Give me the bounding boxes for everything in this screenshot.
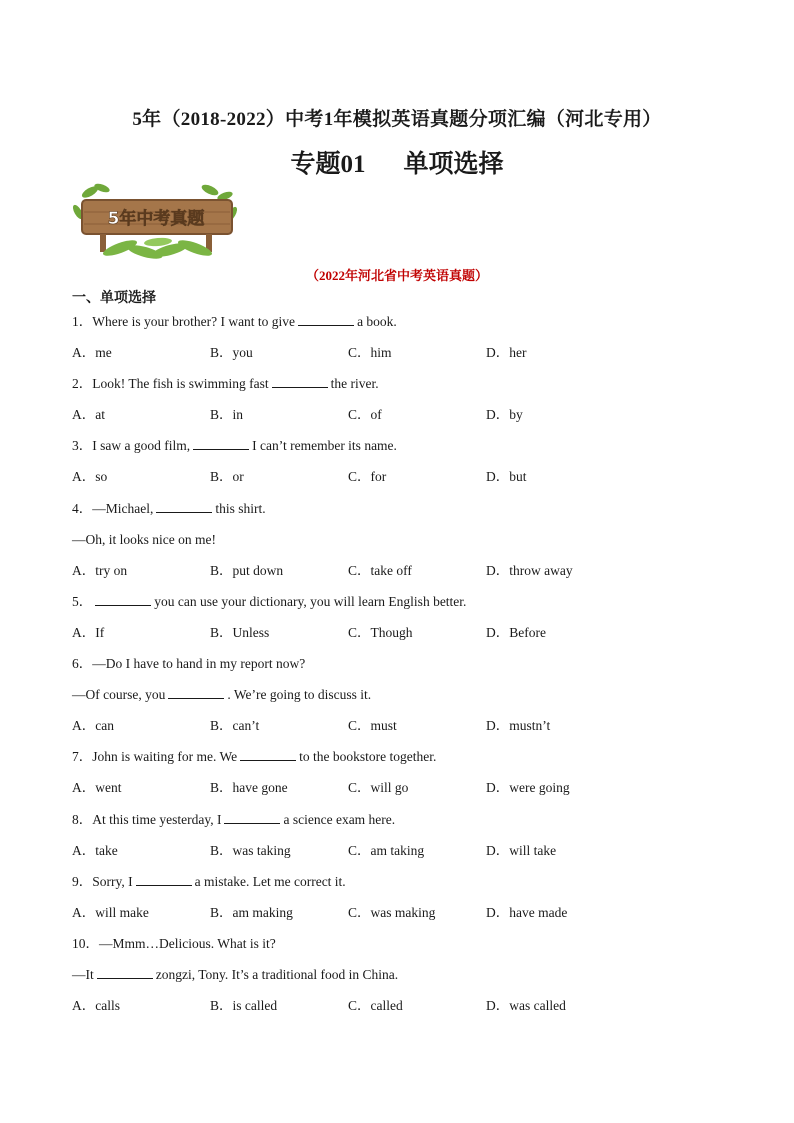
question-3-stem: 3．I saw a good film, I can’t remember its name. [72,430,752,461]
option-a: A．take [72,842,118,858]
option-c: C．called [348,998,403,1014]
option-b: B．or [210,469,244,485]
answer-blank [193,435,249,450]
question-7-stem: 7．John is waiting for me. We to the bookstore together. [72,741,752,772]
exam-source-label: （2022年河北省中考英语真题） [305,268,488,283]
question-list [72,306,752,1021]
question-2-stem: 2．Look! The fish is swimming fast the river. [72,368,752,399]
option-a: A．calls [72,998,120,1014]
option-d: D．have made [486,904,568,920]
option-d: D．Before [486,624,546,640]
option-c: C．him [348,345,392,361]
question-8-options [72,835,752,866]
option-c: C．was making [348,904,436,920]
answer-blank [224,809,280,824]
question-6-reply: —Of course, you . We’re going to discuss it. [72,679,752,710]
option-d: D．were going [486,780,570,796]
option-d: D．her [486,345,527,361]
question-5-options [72,617,752,648]
option-b: B．is called [210,998,278,1014]
question-10-stem: 10．—Mmm…Delicious. What is it? [72,935,276,951]
question-8-stem: 8．At this time yesterday, I a science exam here. [72,804,752,835]
question-1-options [72,337,752,368]
option-a: A．me [72,345,112,361]
document-title: 5年（2018-2022）中考1年模拟英语真题分项汇编（河北专用） [132,109,662,130]
option-d: D．was called [486,998,566,1014]
option-b: B．was taking [210,842,291,858]
option-b: B．am making [210,904,293,920]
answer-blank [240,746,296,761]
option-a: A．went [72,780,122,796]
option-c: C．of [348,407,382,423]
question-4-options [72,555,752,586]
answer-blank [136,871,192,886]
question-6-options [72,710,752,741]
question-10-options [72,990,752,1021]
badge-text: 5年中考真题 [107,209,205,229]
option-b: B．you [210,345,253,361]
answer-blank [95,591,151,606]
option-a: A．try on [72,562,128,578]
option-a: A．If [72,624,105,640]
option-b: B．in [210,407,244,423]
section-heading: 一、单项选择 [72,291,156,306]
document-subtitle [0,144,794,180]
option-d: D．but [486,469,527,485]
option-a: A．will make [72,904,149,920]
option-d: D．mustn’t [486,718,551,734]
option-d: D．by [486,407,523,423]
option-b: B．Unless [210,624,270,640]
answer-blank [272,373,328,388]
question-7-options [72,772,752,803]
question-4-reply: —Oh, it looks nice on me! [72,531,216,547]
option-c: C．am taking [348,842,425,858]
option-c: C．will go [348,780,409,796]
question-2-options [72,399,752,430]
answer-blank [97,964,153,979]
question-10-reply: —It zongzi, Tony. It’s a traditional food in China. [72,959,752,990]
question-9-options [72,897,752,928]
option-d: D．will take [486,842,557,858]
option-c: C．take off [348,562,412,578]
palm-leaves-decoration [101,237,213,262]
question-4-stem: 4．—Michael, this shirt. [72,493,752,524]
question-5-stem: 5． you can use your dictionary, you will learn English better. [72,586,752,617]
option-b: B．put down [210,562,284,578]
option-b: B．have gone [210,780,288,796]
question-1-stem: 1．Where is your brother? I want to give a book. [72,306,752,337]
answer-blank [156,498,212,513]
question-6-stem: 6．—Do I have to hand in my report now? [72,656,306,672]
option-c: C．must [348,718,397,734]
option-d: D．throw away [486,562,573,578]
option-a: A．so [72,469,108,485]
option-b: B．can’t [210,718,260,734]
answer-blank [168,684,224,699]
question-3-options [72,461,752,492]
option-a: A．can [72,718,114,734]
subtitle-topic-number: 专题01 [290,151,366,178]
option-c: C．for [348,469,387,485]
option-a: A．at [72,407,105,423]
subtitle-topic-name: 单项选择 [403,151,504,178]
answer-blank [298,311,354,326]
wooden-sign-badge-image [70,182,240,262]
option-c: C．Though [348,624,413,640]
question-9-stem: 9．Sorry, I a mistake. Let me correct it. [72,866,752,897]
